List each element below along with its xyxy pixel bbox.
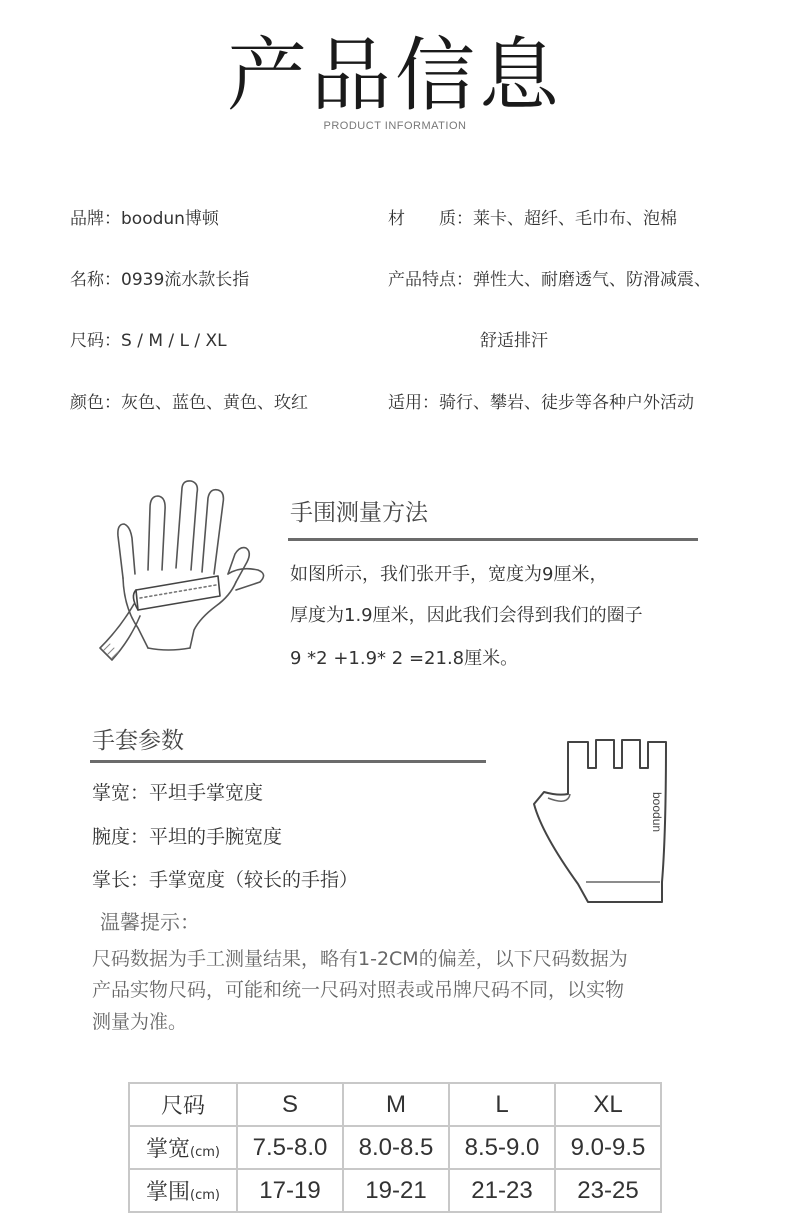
table-cell: 9.0-9.5 [555, 1126, 661, 1169]
table-cell: 8.5-9.0 [449, 1126, 555, 1169]
size-table [128, 1082, 662, 1213]
glove-illustration [528, 734, 678, 910]
row-label-text: 掌围 [146, 1180, 191, 1205]
table-cell: 8.0-8.5 [343, 1126, 449, 1169]
info-value: 弹性大、耐磨透气、防滑减震、 [473, 270, 711, 290]
table-row [129, 1126, 661, 1169]
page-subtitle: PRODUCT INFORMATION [323, 120, 467, 132]
glove-brand-mark: boodun [650, 792, 664, 833]
table-cell: 21-23 [449, 1169, 555, 1212]
glove-param-item: 腕度：平坦的手腕宽度 [92, 826, 283, 848]
measure-line: 厚度为1.9厘米，因此我们会得到我们的圈子 [290, 605, 643, 626]
info-label: 产品特点： [388, 270, 473, 290]
row-label-text: 掌宽 [146, 1137, 191, 1162]
glove-param-item: 掌宽：平坦手掌宽度 [92, 782, 264, 804]
info-value: 0939流水款长指 [121, 270, 250, 290]
table-row [129, 1169, 661, 1212]
info-value: 莱卡、超纤、毛巾布、泡棉 [473, 209, 677, 229]
info-label: 材 质： [388, 209, 473, 229]
measure-section-title: 手围测量方法 [290, 500, 428, 526]
glove-params-title: 手套参数 [92, 728, 184, 754]
table-row-label [129, 1169, 237, 1212]
info-name [70, 265, 249, 290]
info-color [70, 388, 308, 413]
table-cell: 19-21 [343, 1169, 449, 1212]
info-usage [388, 388, 694, 413]
info-label: 颜色： [70, 393, 121, 413]
info-material [388, 204, 677, 229]
info-value: 灰色、蓝色、黄色、玫红 [121, 393, 308, 413]
table-header-cell: L [449, 1083, 555, 1126]
table-cell: 23-25 [555, 1169, 661, 1212]
glove-params-divider [90, 760, 486, 763]
table-header-cell: 尺码 [129, 1083, 237, 1126]
table-header-row [129, 1083, 661, 1126]
table-header-cell: M [343, 1083, 449, 1126]
tips-title: 温馨提示： [100, 910, 200, 934]
info-value: 骑行、攀岩、徒步等各种户外活动 [439, 393, 694, 413]
row-label-unit: (cm) [190, 1188, 220, 1203]
table-cell: 17-19 [237, 1169, 343, 1212]
info-features-line2: 舒适排汗 [480, 331, 548, 351]
tips-line: 尺码数据为手工测量结果，略有1-2CM的偏差，以下尺码数据为 [92, 948, 628, 970]
table-header-cell: XL [555, 1083, 661, 1126]
info-value: S / M / L / XL [121, 331, 227, 351]
row-label-unit: (cm) [190, 1145, 220, 1160]
hand-measure-illustration [90, 478, 280, 668]
measure-line: 如图所示，我们张开手，宽度为9厘米， [290, 564, 608, 585]
info-features [388, 265, 711, 290]
info-label: 尺码： [70, 331, 121, 351]
tips-line: 产品实物尺码，可能和统一尺码对照表或吊牌尺码不同，以实物 [92, 979, 625, 1001]
page-title: 产品信息 [227, 29, 563, 122]
table-header-cell: S [237, 1083, 343, 1126]
table-row-label [129, 1126, 237, 1169]
info-value: boodun博顿 [121, 209, 219, 229]
info-brand [70, 204, 219, 229]
table-cell: 7.5-8.0 [237, 1126, 343, 1169]
measure-line: 9 *2 +1.9* 2 =21.8厘米。 [290, 648, 519, 669]
info-label: 品牌： [70, 209, 121, 229]
tips-line: 测量为准。 [92, 1011, 188, 1033]
measure-divider [288, 538, 698, 541]
info-size [70, 326, 227, 351]
glove-param-item: 掌长：手掌宽度（较长的手指） [92, 869, 359, 891]
info-label: 名称： [70, 270, 121, 290]
info-label: 适用： [388, 393, 439, 413]
